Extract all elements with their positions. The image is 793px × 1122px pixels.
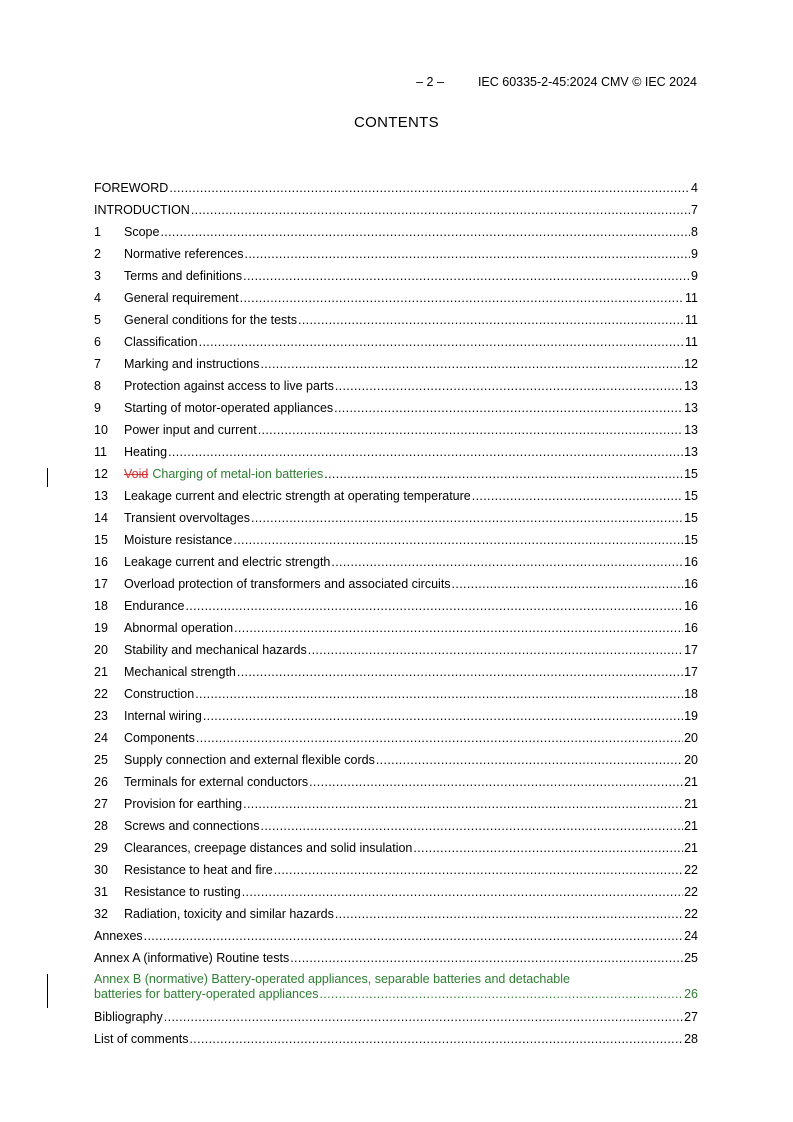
toc-entry[interactable] [94,598,698,620]
toc-entry[interactable] [94,752,698,774]
toc-page-number: 19 [684,709,698,723]
dot-leader [240,291,684,306]
toc-entry-label: Terminals for external conductors [124,775,309,789]
toc-entry-label: Starting of motor-operated appliances [124,401,334,415]
dot-leader [191,203,690,218]
toc-entry[interactable] [94,268,698,290]
toc-clause-number: 6 [94,335,101,349]
toc-entry-label: List of comments [94,1032,189,1046]
toc-clause-number: 10 [94,423,108,437]
dot-leader [334,401,683,416]
dot-leader [308,643,683,658]
toc-entry[interactable] [94,488,698,510]
dot-leader [376,753,683,768]
toc-entry-label: Terms and definitions [124,269,243,283]
toc-clause-number: 17 [94,577,108,591]
toc-entry-label: Leakage current and electric strength [124,555,331,569]
toc-entry-label: Components [124,731,195,745]
toc-page-number: 8 [691,225,698,239]
page-header [0,75,697,89]
dot-leader [309,775,683,790]
toc-entry[interactable] [94,840,698,862]
toc-page-number: 12 [684,357,698,371]
toc-entry[interactable] [94,1031,698,1053]
dot-leader [185,599,683,614]
dot-leader [233,533,683,548]
dot-leader [324,467,683,482]
toc-entry-label: Classification [124,335,198,349]
toc-entry-label: Bibliography [94,1010,163,1024]
toc-entry-label: Charging of metal-ion batteries [152,467,324,481]
toc-entry[interactable] [94,334,698,356]
toc-page-number: 9 [691,247,698,261]
toc-entry[interactable] [94,1009,698,1031]
toc-entry[interactable] [94,576,698,598]
dot-leader [169,181,690,196]
dot-leader [234,621,683,636]
toc-entry-label: Scope [124,225,160,239]
toc-clause-number: 18 [94,599,108,613]
toc-entry[interactable] [94,862,698,884]
toc-entry[interactable] [94,312,698,334]
dot-leader [290,951,683,966]
toc-page-number: 7 [691,203,698,217]
revision-change-bar [47,468,48,487]
toc-page-number: 15 [684,467,698,481]
standard-designation: IEC 60335-2-45:2024 CMV © IEC 2024 [477,75,697,89]
dot-leader [261,819,684,834]
dot-leader [258,423,683,438]
toc-entry-label: Marking and instructions [124,357,260,371]
dot-leader [195,687,683,702]
dot-leader [251,511,683,526]
dot-leader [245,247,691,262]
toc-page-number: 25 [684,951,698,965]
dot-leader [413,841,683,856]
toc-page-number: 15 [684,533,698,547]
toc-page-number: 17 [684,665,698,679]
dot-leader [243,797,683,812]
toc-page-number: 24 [684,929,698,943]
toc-entry-label-group [124,467,323,482]
toc-entry[interactable] [94,444,698,466]
toc-page-number: 11 [685,335,698,349]
toc-clause-number: 7 [94,357,101,371]
toc-entry-label: Construction [124,687,195,701]
toc-page-number: 4 [691,181,698,195]
toc-page-number: 27 [684,1010,698,1024]
toc-clause-number: 27 [94,797,108,811]
toc-page-number: 13 [684,423,698,437]
toc-entry-label: Internal wiring [124,709,202,723]
toc-clause-number: 25 [94,753,108,767]
dot-leader [237,665,683,680]
toc-clause-number: 2 [94,247,101,261]
dot-leader [331,555,683,570]
toc-clause-number: 21 [94,665,108,679]
dot-leader [160,225,690,240]
toc-clause-number: 29 [94,841,108,855]
toc-entry-label: Annex B (normative) Battery-operated appliances, separable batteries and detachable [94,972,570,986]
toc-entry-label: Radiation, toxicity and similar hazards [124,907,334,921]
toc-entry-label: Mechanical strength [124,665,236,679]
toc-page-number: 9 [691,269,698,283]
toc-entry-label: Annex A (informative) Routine tests [94,951,290,965]
toc-entry-label: Heating [124,445,168,459]
toc-entry[interactable] [94,730,698,752]
toc-page-number: 21 [684,841,698,855]
toc-entry[interactable] [94,202,698,224]
dot-leader [203,709,683,724]
toc-entry-label: INTRODUCTION [94,203,190,217]
toc-clause-number: 9 [94,401,101,415]
toc-entry-label: FOREWORD [94,181,169,195]
dot-leader [189,1032,683,1047]
toc-entry[interactable] [94,620,698,642]
dot-leader [472,489,683,504]
toc-entry-label: General requirement [124,291,239,305]
toc-clause-number: 5 [94,313,101,327]
toc-page-number: 13 [684,379,698,393]
toc-clause-number: 28 [94,819,108,833]
toc-entry-label: Overload protection of transformers and associated circuits [124,577,451,591]
toc-entry[interactable] [94,466,698,488]
toc-page-number: 26 [684,987,698,1001]
dot-leader [199,335,684,350]
toc-entry[interactable] [94,972,698,1009]
toc-entry[interactable] [94,796,698,818]
toc-entry-label-continued: batteries for battery-operated appliances [94,987,319,1001]
toc-entry-label: Screws and connections [124,819,260,833]
toc-clause-number: 1 [94,225,101,239]
contents-title: CONTENTS [354,114,439,131]
toc-entry[interactable] [94,686,698,708]
toc-page-number: 20 [684,753,698,767]
toc-clause-number: 16 [94,555,108,569]
toc-entry-label: Power input and current [124,423,257,437]
toc-page-number: 16 [684,621,698,635]
dot-leader [144,929,683,944]
toc-page-number: 21 [684,775,698,789]
table-of-contents [94,180,698,1053]
toc-page-number: 13 [684,401,698,415]
dot-leader [274,863,683,878]
toc-entry[interactable] [94,950,698,972]
toc-clause-number: 31 [94,885,108,899]
toc-clause-number: 8 [94,379,101,393]
toc-entry-label: Annexes [94,929,143,943]
toc-page-number: 11 [685,313,698,327]
toc-page-number: 22 [684,907,698,921]
toc-entry[interactable] [94,928,698,950]
toc-page-number: 21 [684,797,698,811]
toc-entry[interactable] [94,510,698,532]
toc-clause-number: 23 [94,709,108,723]
dot-leader [260,357,683,372]
toc-page-number: 20 [684,731,698,745]
toc-entry[interactable] [94,906,698,928]
toc-entry-label: Endurance [124,599,185,613]
dot-leader [452,577,684,592]
toc-page-number: 15 [684,511,698,525]
toc-entry-label: Protection against access to live parts [124,379,334,393]
toc-entry[interactable] [94,246,698,268]
dot-leader [298,313,684,328]
toc-clause-number: 12 [94,467,108,481]
toc-entry[interactable] [94,818,698,840]
toc-clause-number: 11 [94,445,107,459]
toc-entry[interactable] [94,400,698,422]
toc-page-number: 15 [684,489,698,503]
toc-entry-label: Abnormal operation [124,621,234,635]
toc-page-number: 18 [684,687,698,701]
toc-entry-label: Transient overvoltages [124,511,250,525]
toc-page-number: 22 [684,863,698,877]
toc-clause-number: 24 [94,731,108,745]
toc-clause-number: 20 [94,643,108,657]
toc-clause-number: 32 [94,907,108,921]
toc-entry-label: Normative references [124,247,244,261]
dot-leader [164,1010,683,1025]
toc-entry-label: General conditions for the tests [124,313,298,327]
toc-entry[interactable] [94,532,698,554]
toc-page-number: 28 [684,1032,698,1046]
toc-entry[interactable] [94,378,698,400]
toc-clause-number: 13 [94,489,108,503]
dot-leader [335,379,683,394]
toc-entry-label: Provision for earthing [124,797,243,811]
toc-entry-label: Resistance to heat and fire [124,863,273,877]
deleted-text: Void [124,467,149,481]
toc-page-number: 16 [684,577,698,591]
toc-page-number: 13 [684,445,698,459]
toc-clause-number: 4 [94,291,101,305]
toc-entry[interactable] [94,356,698,378]
dot-leader [168,445,683,460]
toc-clause-number: 22 [94,687,108,701]
toc-clause-number: 3 [94,269,101,283]
toc-clause-number: 15 [94,533,108,547]
toc-entry[interactable] [94,708,698,730]
dot-leader [242,885,683,900]
page-number-marker: – 2 – [416,75,444,89]
toc-clause-number: 30 [94,863,108,877]
toc-entry[interactable] [94,774,698,796]
toc-entry-label: Moisture resistance [124,533,233,547]
toc-entry-label: Leakage current and electric strength at operating temperature [124,489,471,503]
toc-entry[interactable] [94,642,698,664]
toc-page-number: 16 [684,555,698,569]
toc-entry-label: Stability and mechanical hazards [124,643,307,657]
revision-change-bar [47,974,48,1008]
toc-entry[interactable] [94,422,698,444]
toc-page-number: 17 [684,643,698,657]
dot-leader [319,987,683,1002]
toc-page-number: 21 [684,819,698,833]
toc-page-number: 11 [685,291,698,305]
dot-leader [243,269,690,284]
toc-clause-number: 19 [94,621,108,635]
toc-entry[interactable] [94,224,698,246]
toc-clause-number: 26 [94,775,108,789]
toc-entry[interactable] [94,180,698,202]
toc-entry[interactable] [94,884,698,906]
toc-page-number: 22 [684,885,698,899]
toc-entry-label: Resistance to rusting [124,885,241,899]
toc-entry[interactable] [94,554,698,576]
toc-entry-label: Clearances, creepage distances and solid insulation [124,841,413,855]
dot-leader [196,731,683,746]
toc-page-number: 16 [684,599,698,613]
toc-entry[interactable] [94,664,698,686]
dot-leader [335,907,683,922]
toc-clause-number: 14 [94,511,108,525]
toc-entry-label: Supply connection and external flexible cords [124,753,375,767]
toc-entry[interactable] [94,290,698,312]
